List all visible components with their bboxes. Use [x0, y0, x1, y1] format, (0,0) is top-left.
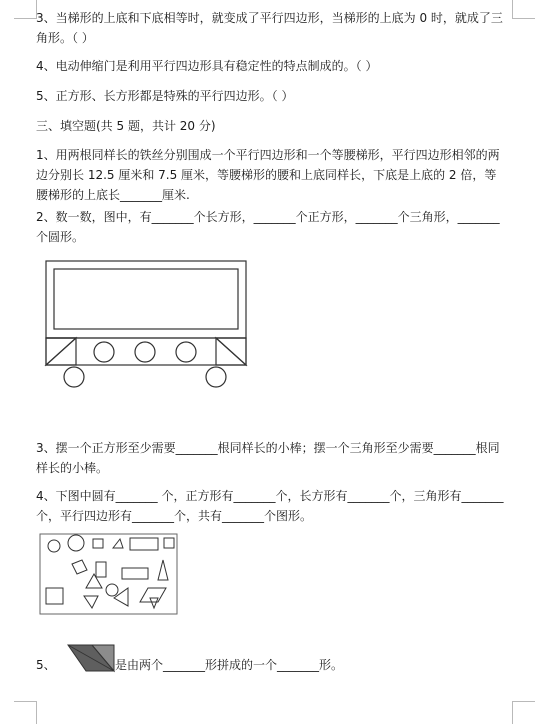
true-false-question-5: 5、正方形、长方形都是特殊的平行四边形。（ ） — [36, 89, 294, 103]
wheel-circle — [64, 367, 84, 387]
fill-question-5: 是由两个_______形拼成的一个_______形。 — [115, 658, 344, 672]
shape-triangle — [158, 560, 168, 580]
cart-figure — [40, 255, 255, 395]
true-false-question-3: 3、当梯形的上底和下底相等时，就变成了平行四边形，当梯形的上底为 0 时，就成了三角形。（ ） — [36, 11, 503, 45]
shape-triangle — [114, 588, 128, 606]
shape-rectangle — [122, 568, 148, 579]
fill-question-4: 4、下图中圆有_______ 个，正方形有_______个，长方形有_______个，三角形有_______个，平行四边形有_______个，共有_______个图形。 — [36, 489, 504, 523]
parallelogram-figure — [62, 643, 118, 673]
fill-question-1: 1、用两根同样长的铁丝分别围成一个平行四边形和一个等腰梯形，平行四边形相邻的两边分别长 12.5 厘米和 7.5 厘米，等腰梯形的腰和上底同样长，下底是上底的 2 倍，等腰梯形的上底长_______厘米. — [36, 148, 500, 202]
shape-rectangle — [96, 562, 106, 577]
shapes-figure — [38, 532, 180, 618]
page-corner-mark — [512, 701, 535, 724]
cart-inner-rectangle — [54, 269, 238, 329]
left-triangle — [46, 338, 76, 365]
cart-circle — [176, 342, 196, 362]
shape-circle — [68, 535, 84, 551]
shape-triangle — [86, 574, 102, 588]
shape-square — [93, 539, 103, 548]
right-triangle — [216, 338, 246, 365]
fill-question-5-number: 5、 — [36, 658, 56, 672]
cart-circle — [135, 342, 155, 362]
page-corner-mark — [14, 701, 37, 724]
fill-question-2: 2、数一数，图中，有_______个长方形，_______个正方形，_______个三角形，_______个圆形。 — [36, 210, 500, 244]
shape-parallelogram — [140, 588, 166, 602]
shape-square — [164, 538, 174, 548]
cart-circle — [94, 342, 114, 362]
true-false-question-4: 4、电动伸缩门是利用平行四边形具有稳定性的特点制成的。（ ） — [36, 59, 378, 73]
shape-triangle — [113, 539, 123, 548]
shape-circle — [48, 540, 60, 552]
page-corner-mark — [512, 0, 535, 19]
wheel-circle — [206, 367, 226, 387]
shape-square — [46, 588, 63, 604]
cart-outer-rectangle — [46, 261, 246, 338]
page-corner-mark — [14, 0, 37, 19]
shape-triangle — [84, 596, 98, 608]
fill-question-3: 3、摆一个正方形至少需要_______根同样长的小棒；摆一个三角形至少需要_______根同样长的小棒。 — [36, 441, 500, 475]
shape-circle — [106, 584, 118, 596]
shape-triangle — [150, 598, 158, 608]
shape-square — [72, 560, 87, 574]
section-heading: 三、填空题(共 5 题，共计 20 分) — [36, 119, 216, 133]
shape-rectangle — [130, 538, 158, 550]
